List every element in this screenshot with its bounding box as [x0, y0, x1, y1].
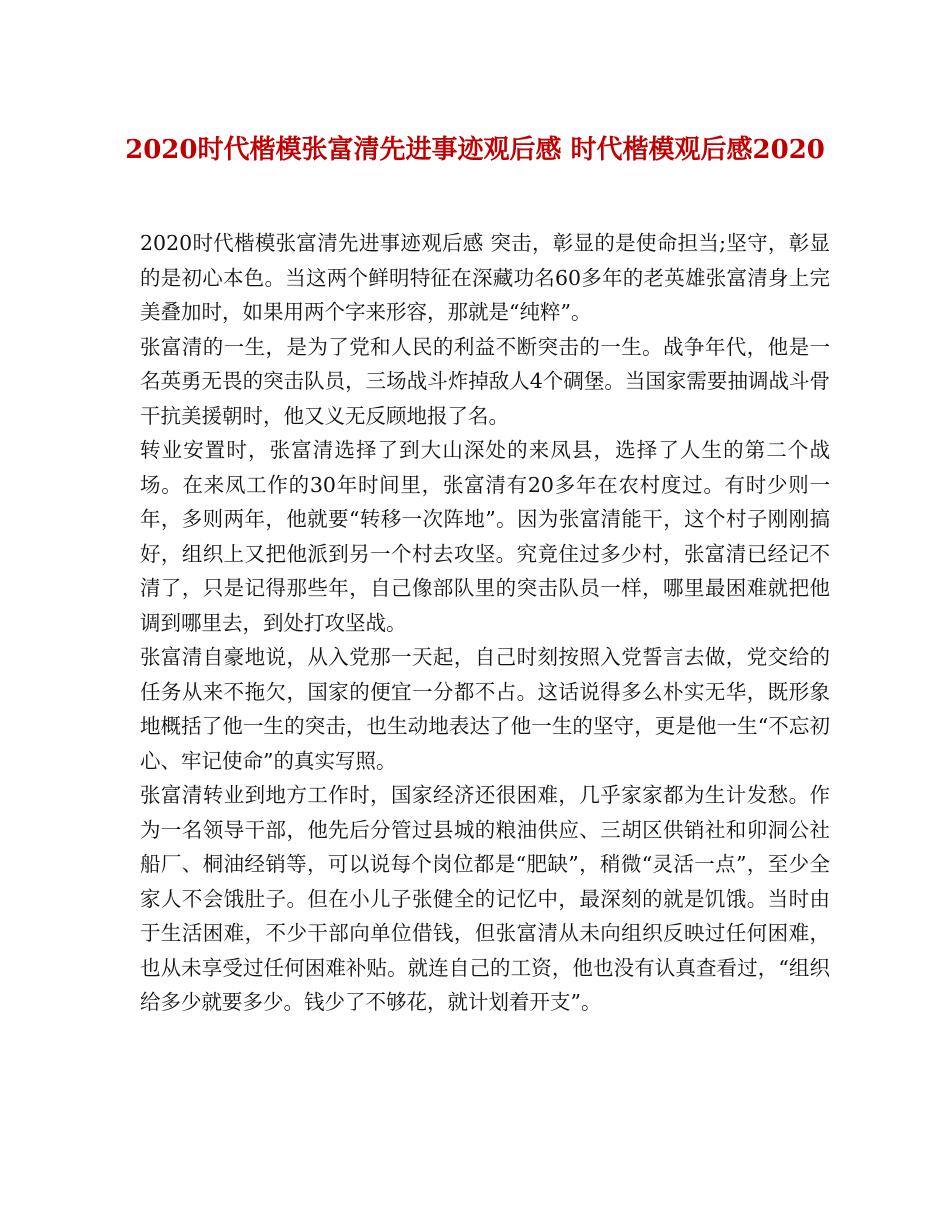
paragraph: 2020时代楷模张富清先进事迹观后感 突击，彰显的是使命担当;坚守，彰显的是初心本色。当这两个鲜明特征在深藏功名60多年的老英雄张富清身上完美叠加时，如果用两个字来形容，那就是“纯粹”。	[140, 231, 830, 324]
paragraph: 张富清的一生，是为了党和人民的利益不断突击的一生。战争年代，他是一名英勇无畏的突击队员，三场战斗炸掉敌人4个碉堡。当国家需要抽调战斗骨干抗美援朝时，他又义无反顾地报了名。	[140, 334, 830, 428]
paragraph: 张富清转业到地方工作时，国家经济还很困难，几乎家家都为生计发愁。作为一名领导干部，他先后分管过县城的粮油供应、三胡区供销社和卯洞公社船厂、桐油经销等，可以说每个岗位都是“肥缺”，稍微“灵活一点”，至少全家人不会饿肚子。但在小儿子张健全的记忆中，最深刻的就是饥饿。当时由于生活困难，不少干部向单位借钱，但张富清从未向组织反映过任何困难，也从未享受过任何困难补贴。就连自己的工资，他也没有认真查看过，“组织给多少就要多少。钱少了不够花，就计划着开支”。	[140, 783, 830, 1014]
paragraph: 转业安置时，张富清选择了到大山深处的来凤县，选择了人生的第二个战场。在来凤工作的30年时间里，张富清有20多年在农村度过。有时少则一年，多则两年，他就要“转移一次阵地”。因为张富清能干，这个村子刚刚搞好，组织上又把他派到另一个村去攻坚。究竟住过多少村，张富清已经记不清了，只是记得那些年，自己像部队里的突击队员一样，哪里最困难就把他调到哪里去，到处打攻坚战。	[140, 438, 830, 635]
document-title: 2020时代楷模张富清先进事迹观后感 时代楷模观后感2020	[125, 135, 825, 165]
paragraph: 张富清自豪地说，从入党那一天起，自己时刻按照入党誓言去做，党交给的任务从来不拖欠，国家的便宜一分都不占。这话说得多么朴实无华，既形象地概括了他一生的突击，也生动地表达了他一生的坚守，更是他一生“不忘初心、牢记使命”的真实写照。	[140, 645, 830, 773]
document-body	[140, 226, 830, 1020]
